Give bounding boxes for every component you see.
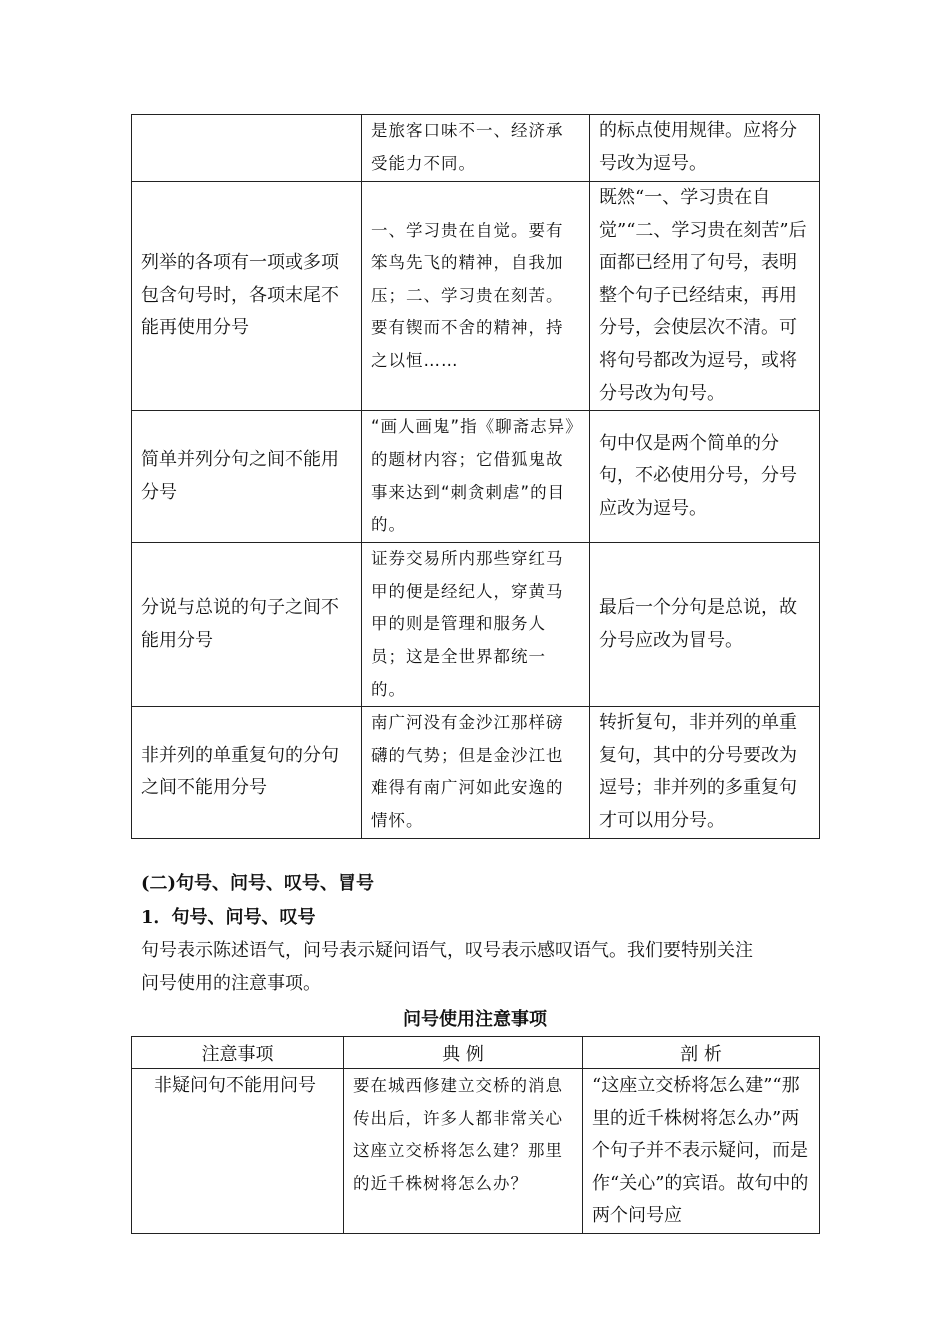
rule-cell: 简单并列分句之间不能用分号 xyxy=(132,411,362,543)
column-header: 注意事项 xyxy=(132,1037,344,1069)
table-header-row xyxy=(132,1037,820,1069)
table-row xyxy=(132,411,820,543)
column-header: 典 例 xyxy=(344,1037,583,1069)
table-row xyxy=(132,115,820,182)
table-caption: 问号使用注意事项 xyxy=(403,1009,547,1030)
table-row xyxy=(132,543,820,707)
section-heading: (二)句号、问号、叹号、冒号 xyxy=(141,873,375,894)
question-mark-table xyxy=(131,1036,820,1234)
semicolon-rules-table xyxy=(131,114,820,839)
analysis-cell: 最后一个分句是总说，故分号应改为冒号。 xyxy=(590,543,820,707)
rule-cell: 分说与总说的句子之间不能用分号 xyxy=(132,543,362,707)
rule-cell: 非并列的单重复句的分句之间不能用分号 xyxy=(132,707,362,838)
table-row xyxy=(132,1069,820,1234)
analysis-cell: 既然“一、学习贵在自觉”“二、学习贵在刻苦”后面都已经用了句号，表明整个句子已经结束，再用分号，会使层次不清。可将句号都改为逗号，或将分号改为句号。 xyxy=(590,182,820,411)
analysis-cell: 转折复句，非并列的单重复句，其中的分号要改为逗号；非并列的多重复句才可以用分号。 xyxy=(590,707,820,838)
analysis-cell: “这座立交桥将怎么建”“那里的近千株树将怎么办”两个句子并不表示疑问，而是作“关心”的宾语。故句中的两个问号应 xyxy=(583,1069,820,1234)
analysis-cell: 句中仅是两个简单的分句，不必使用分号，分号应改为逗号。 xyxy=(590,411,820,543)
subsection-heading: 1．句号、问号、叹号 xyxy=(141,907,316,928)
example-cell: “画人画鬼”指《聊斋志异》的题材内容；它借狐鬼故事来达到“刺贪刺虐”的目的。 xyxy=(362,411,590,543)
column-header: 剖 析 xyxy=(583,1037,820,1069)
example-cell: 证券交易所内那些穿红马甲的便是经纪人，穿黄马甲的则是管理和服务人员；这是全世界都统一的。 xyxy=(362,543,590,707)
rule-cell xyxy=(132,115,362,182)
analysis-cell: 的标点使用规律。应将分号改为逗号。 xyxy=(590,115,820,182)
rule-cell: 非疑问句不能用问号 xyxy=(132,1069,344,1234)
table-row xyxy=(132,707,820,838)
table-row xyxy=(132,182,820,411)
rule-cell: 列举的各项有一项或多项包含句号时，各项末尾不能再使用分号 xyxy=(132,182,362,411)
example-cell: 南广河没有金沙江那样磅礴的气势；但是金沙江也难得有南广河如此安逸的情怀。 xyxy=(362,707,590,838)
example-cell: 要在城西修建立交桥的消息传出后，许多人都非常关心这座立交桥将怎么建？那里的近千株树将怎么办？ xyxy=(344,1069,583,1234)
example-cell: 一、学习贵在自觉。要有笨鸟先飞的精神，自我加压；二、学习贵在刻苦。要有锲而不舍的精神，持之以恒…… xyxy=(362,182,590,411)
paragraph-line: 句号表示陈述语气，问号表示疑问语气，叹号表示感叹语气。我们要特别关注 xyxy=(141,940,753,961)
paragraph-line: 问号使用的注意事项。 xyxy=(141,973,321,994)
example-cell: 是旅客口味不一、经济承受能力不同。 xyxy=(362,115,590,182)
